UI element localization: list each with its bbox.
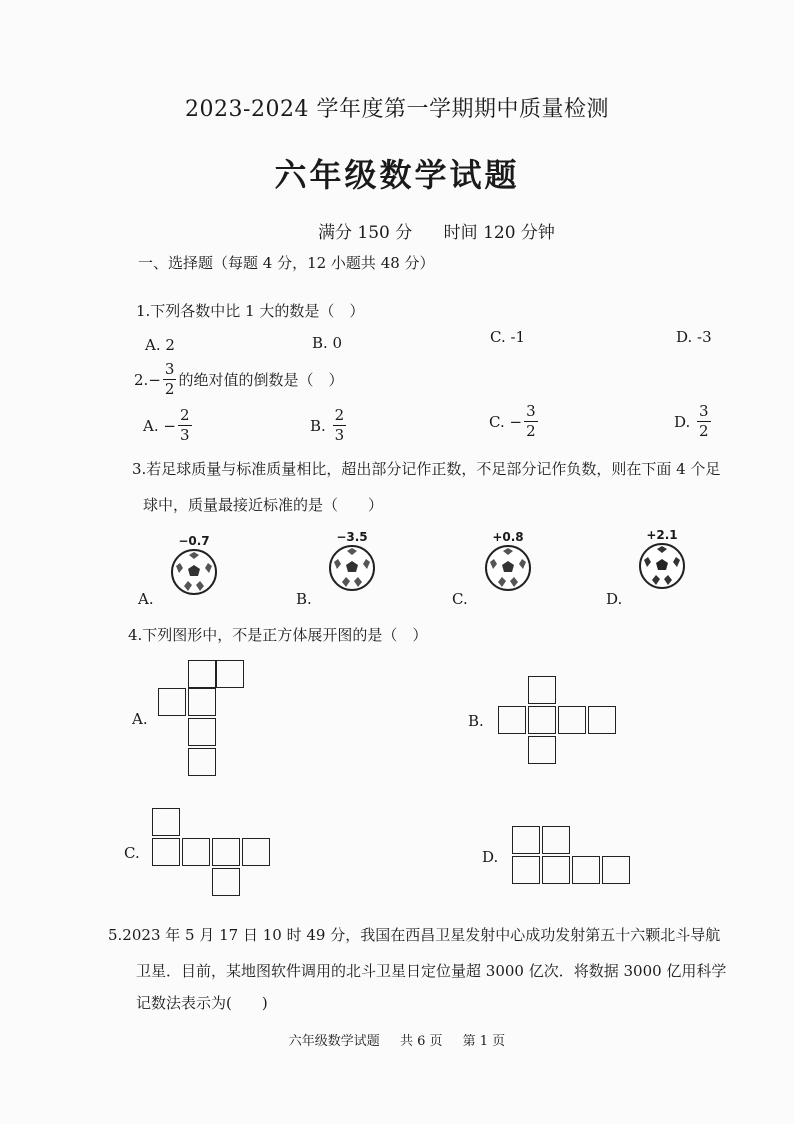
q5-line1: 5.2023 年 5 月 17 日 10 时 49 分，我国在西昌卫星发射中心成功发射第五十六颗北斗导航 [108,926,721,944]
q2-option-c: C. − $\frac{3}{2}$ [489,402,536,440]
q3-ball-a [164,534,224,600]
q3-ball-b [322,530,382,596]
q2-option-a: A. − $\frac{2}{3}$ [143,406,190,444]
exam-title: 2023-2024 学年度第一学期期中质量检测 [185,97,609,122]
q3-ball-a-value: −0.7 [178,534,210,548]
q3-ball-d-value: +2.1 [646,528,678,542]
q2-stem: 2. − $\frac{3}{2}$ 的绝对值的倒数是（ ） [134,360,344,398]
q1-option-c: C. -1 [490,328,526,346]
q4-option-d-label: D. [482,848,499,866]
q1-option-a: A. 2 [145,336,175,354]
q1-option-d: D. -3 [676,328,712,346]
footer-total: 共 6 页 [399,1034,443,1049]
exam-meta [318,218,581,243]
cube-net-b [498,676,622,768]
q1-stem: 1.下列各数中比 1 大的数是（ ） [136,302,365,320]
q5-line2: 卫星．目前，某地图软件调用的北斗卫星日定位量超 3000 亿次．将数据 3000 亿用科学 [136,962,727,980]
full-score: 满分 150 分 [318,223,413,243]
soccer-ball-icon [328,544,376,592]
q5-line3: 记数法表示为( ) [136,994,268,1012]
soccer-ball-icon [170,548,218,596]
q3-ball-b-value: −3.5 [336,530,368,544]
q4-option-b-label: B. [468,712,484,730]
q4-stem: 4.下列图形中，不是正方体展开图的是（ ） [128,626,428,644]
q3-option-c-letter: C. [452,590,468,608]
q3-ball-c [478,530,538,596]
q2-option-b: B. $\frac{2}{3}$ [310,406,345,444]
footer-page: 第 1 页 [462,1034,506,1049]
footer-name: 六年级数学试题 [288,1034,380,1049]
page-footer [0,1030,794,1049]
cube-net-d [512,826,636,888]
cube-net-c [152,808,276,902]
soccer-ball-icon [638,542,686,590]
q4-option-c-label: C. [124,844,140,862]
q3-ball-c-value: +0.8 [492,530,524,544]
q2-fraction: $\frac{3}{2}$ [164,360,175,398]
q3-stem-line2: 球中，质量最接近标准的是（ ） [143,496,384,514]
exam-subject: 六年级数学试题 [274,156,520,194]
q3-option-d-letter: D. [606,590,623,608]
section-title: 一、选择题（每题 4 分，12 小题共 48 分） [138,254,435,272]
q3-option-a-letter: A. [138,590,154,608]
q3-option-b-letter: B. [296,590,312,608]
soccer-ball-icon [484,544,532,592]
q3-ball-d [632,528,692,594]
cube-net-a [158,660,248,780]
q1-option-b: B. 0 [312,334,343,352]
q4-option-a-label: A. [132,710,148,728]
q2-option-d: D. $\frac{3}{2}$ [674,402,709,440]
q3-stem-line1: 3.若足球质量与标准质量相比，超出部分记作正数，不足部分记作负数，则在下面 4 个足 [132,460,721,478]
exam-time: 时间 120 分钟 [443,223,555,243]
